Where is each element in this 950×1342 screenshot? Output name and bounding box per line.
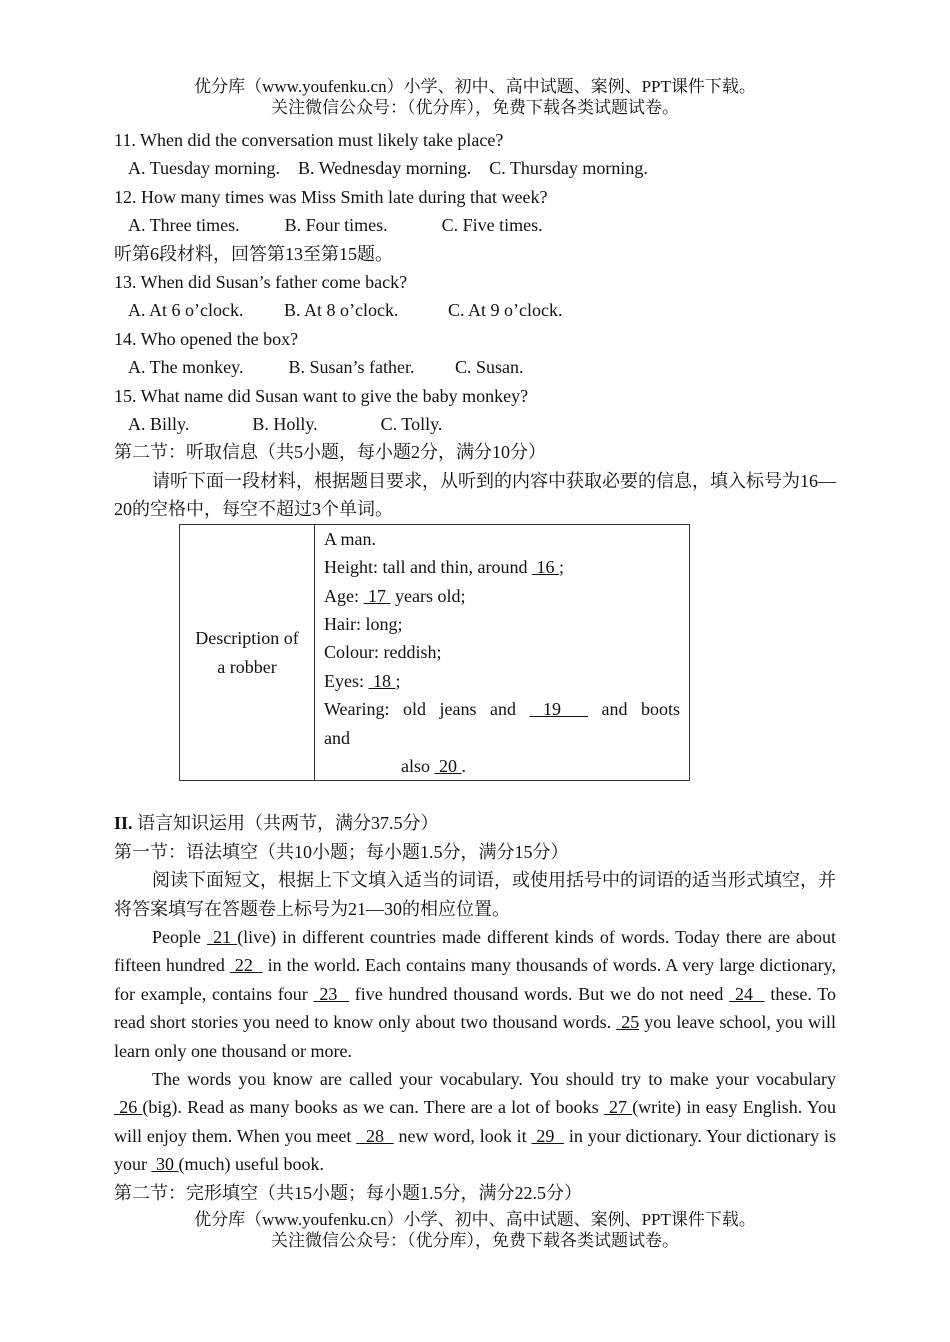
detail-colour: Colour: reddish; <box>324 642 442 663</box>
eyes-post: ; <box>395 670 401 691</box>
table-label-line-1: Description of <box>195 628 299 649</box>
robber-description-table <box>179 524 690 782</box>
blank-24: 24 <box>729 983 765 1004</box>
question-13-stem: 13. When did Susan’s father come back? <box>114 272 408 293</box>
question-12-stem: 12. How many times was Miss Smith late during that week? <box>114 186 548 207</box>
footer-line-2: 关注微信公众号：（优分库），免费下载各类试题试卷。 <box>271 1231 679 1250</box>
question-14-options: A. The monkey. B. Susan’s father. C. Susan. <box>128 357 524 378</box>
section-6-note: 听第6段材料，回答第13至第15题。 <box>114 243 393 264</box>
also-label: also <box>401 755 435 776</box>
detail-also <box>324 752 680 780</box>
part-2b-title: 第二节：完形填空（共15小题；每小题1.5分，满分22.5分） <box>114 1182 582 1203</box>
blank-30: 30 <box>151 1154 179 1175</box>
header-line-1: 优分库（www.youfenku.cn）小学、初中、高中试题、案例、PPT课件下载。 <box>194 77 756 96</box>
question-11-stem: 11. When did the conversation must likely take place? <box>114 130 504 150</box>
question-14-stem: 14. Who opened the box? <box>114 328 299 349</box>
question-11-options: A. Tuesday morning. B. Wednesday morning. C. Thursday morning. <box>128 158 648 179</box>
passage-text: (live) in different countries made different kinds of words. Today there are about fifteen hundred <box>114 926 836 976</box>
main-content <box>114 126 836 1207</box>
detail-height <box>324 553 680 581</box>
table-label-line-2: a robber <box>217 656 277 677</box>
header-line-2: 关注微信公众号：（优分库），免费下载各类试题试卷。 <box>271 98 679 117</box>
passage-text: (much) useful book. <box>178 1154 324 1175</box>
detail-eyes <box>324 667 680 695</box>
section-ii-title-text: 语言知识运用（共两节，满分37.5分） <box>132 813 439 834</box>
passage-paragraph-2 <box>114 1065 836 1179</box>
detail-age <box>324 582 680 610</box>
table-label-cell <box>180 524 315 781</box>
passage-text: these. To read short stories you need to know only about two thousand words. <box>114 983 837 1033</box>
passage-text: The words you know are called your vocabulary. You should try to make your vocabulary <box>152 1069 836 1089</box>
part-1-title: 第一节：语法填空（共10小题；每小题1.5分，满分15分） <box>114 841 569 862</box>
detail-wearing <box>324 695 680 752</box>
passage-text: (write) in easy English. You will enjoy them. When you meet <box>114 1097 836 1146</box>
height-label: Height: tall and thin, around <box>324 557 532 578</box>
passage-paragraph-1 <box>114 923 836 1065</box>
eyes-label: Eyes: <box>324 670 369 691</box>
passage-text: in the world. Each contains many thousands of words. A very large dictionary, for example, contains four <box>114 955 836 1004</box>
detail-hair: Hair: long; <box>324 613 403 634</box>
age-post: years old; <box>390 585 466 606</box>
blank-18: 18 <box>368 670 396 691</box>
section-ii-numeral: II. <box>114 813 133 834</box>
blank-25: 25 <box>616 1012 640 1033</box>
blank-26: 26 <box>114 1097 143 1118</box>
part-2-instruction: 请听下面一段材料，根据题目要求，从听到的内容中获取必要的信息，填入标号为16—20的空格中，每空不超过3个单词。 <box>114 470 836 520</box>
page-header <box>0 76 950 118</box>
detail-man: A man. <box>324 528 376 549</box>
footer-line-1: 优分库（www.youfenku.cn）小学、初中、高中试题、案例、PPT课件下载。 <box>194 1210 756 1229</box>
part-2-title: 第二节：听取信息（共5小题，每小题2分，满分10分） <box>114 442 546 463</box>
passage-text: (big). Read as many books as we can. There are a lot of books <box>142 1097 604 1118</box>
age-label: Age: <box>324 585 364 606</box>
passage-text: five hundred thousand words. But we do not need <box>348 983 730 1004</box>
blank-23: 23 <box>313 983 349 1004</box>
also-post: . <box>461 755 466 776</box>
question-12-options: A. Three times. B. Four times. C. Five times. <box>128 215 543 236</box>
part-1-instruction: 阅读下面短文，根据上下文填入适当的词语，或使用括号中的词语的适当形式填空，并将答案填写在答题卷上标号为21—30的相应位置。 <box>114 870 836 919</box>
passage-text: new word, look it <box>393 1125 532 1146</box>
blank-17: 17 <box>363 585 391 606</box>
section-ii-title <box>114 809 836 837</box>
table-details-cell <box>315 524 690 781</box>
passage-text: in your dictionary. Your dictionary is your <box>114 1125 837 1175</box>
question-15-options: A. Billy. B. Holly. C. Tolly. <box>128 414 443 435</box>
blank-16: 16 <box>531 557 559 578</box>
question-15-stem: 15. What name did Susan want to give the baby monkey? <box>114 385 529 406</box>
blank-20: 20 <box>434 755 462 776</box>
blank-28: 28 <box>356 1125 394 1146</box>
wearing-label: Wearing: old jeans and <box>324 699 530 720</box>
height-post: ; <box>558 557 564 578</box>
passage-text: you leave school, you will learn only one thousand or more. <box>114 1012 837 1061</box>
passage-text: People <box>152 926 208 947</box>
question-13-options: A. At 6 o’clock. B. At 8 o’clock. C. At 9 o’clock. <box>128 300 563 321</box>
wearing-post: and boots and <box>324 699 680 748</box>
blank-21: 21 <box>207 926 238 947</box>
blank-29: 29 <box>531 1125 565 1146</box>
page-footer <box>0 1209 950 1251</box>
blank-22: 22 <box>229 955 263 976</box>
blank-27: 27 <box>603 1097 633 1118</box>
blank-19: 19 <box>529 699 588 720</box>
